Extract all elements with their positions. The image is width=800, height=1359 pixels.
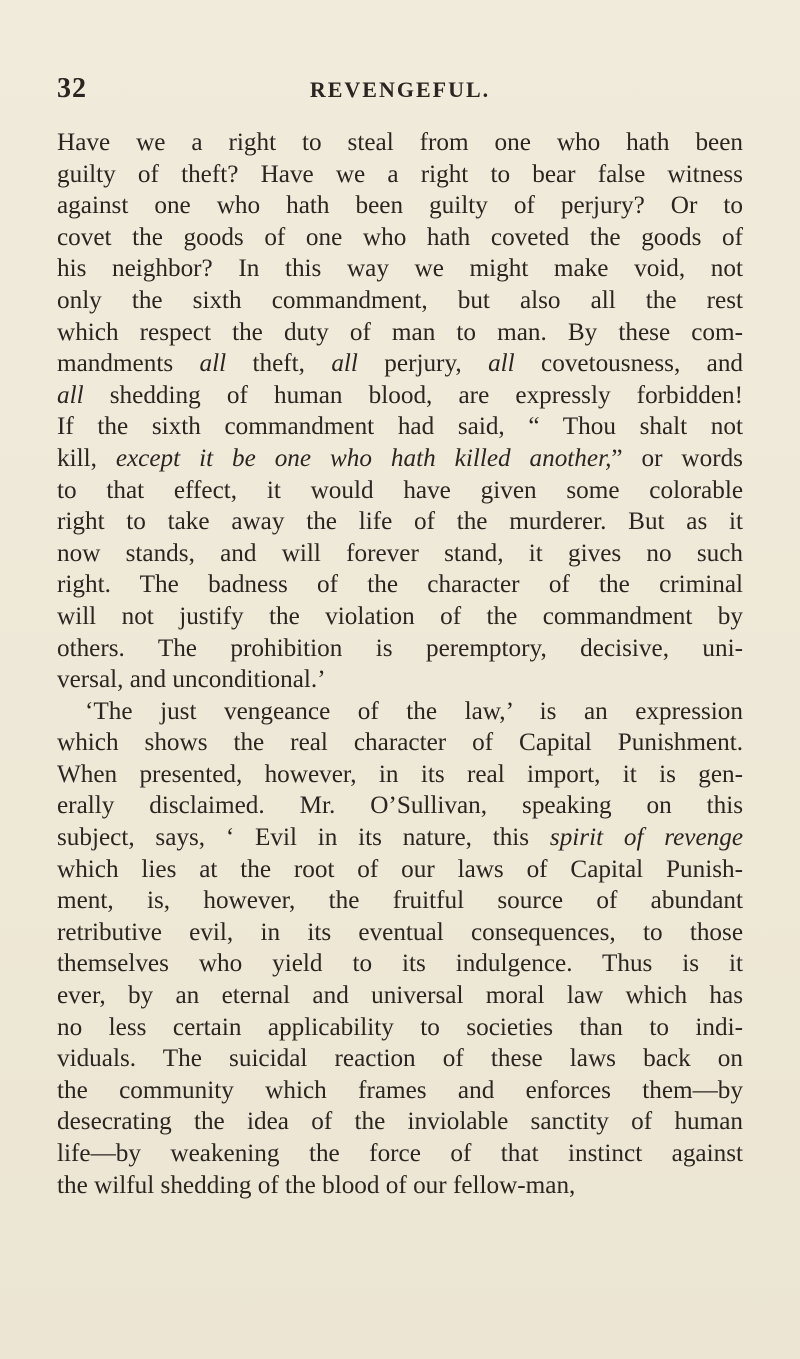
- italic-text: all: [331, 350, 358, 378]
- text-line: [57, 348, 743, 380]
- italic-text: except it be one who hath killed another,: [115, 444, 612, 472]
- text-line: [57, 1043, 743, 1075]
- text-segment: themselves who yield to its indulgence. Thus is it: [57, 950, 743, 978]
- italic-text: spirit of revenge: [549, 824, 743, 852]
- text-segment: the wilful shedding of the blood of our fellow-man,: [57, 1171, 576, 1199]
- text-segment: to that effect, it would have given some colorable: [57, 476, 743, 504]
- text-segment: viduals. The suicidal reaction of these laws back on: [57, 1045, 743, 1073]
- text-segment: which respect the duty of man to man. By these com-: [57, 318, 743, 346]
- text-segment: which lies at the root of our laws of Capital Punish-: [57, 855, 743, 883]
- text-segment: desecrating the idea of the inviolable sanctity of human: [57, 1108, 743, 1136]
- text-segment: When presented, however, in its real import, it is gen-: [57, 760, 743, 788]
- page-header: [57, 73, 743, 113]
- page-number: 32: [57, 73, 87, 104]
- text-line: [57, 127, 743, 159]
- italic-text: all: [57, 381, 84, 409]
- text-segment: which shows the real character of Capital Punishment.: [57, 729, 743, 757]
- text-line: [57, 948, 743, 980]
- running-head: REVENGEFUL.: [309, 77, 491, 102]
- text-line: [57, 190, 743, 222]
- text-segment: others. The prohibition is peremptory, decisive, uni-: [57, 634, 743, 662]
- text-segment: erally disclaimed. Mr. O’Sullivan, speaking on this: [57, 792, 743, 820]
- text-segment: life—by weakening the force of that instinct against: [57, 1140, 743, 1167]
- text-line: [57, 443, 743, 475]
- text-segment: versal, and unconditional.’: [57, 666, 326, 694]
- text-line: [57, 253, 743, 285]
- text-line: [57, 1075, 743, 1107]
- text-line: [57, 696, 743, 728]
- text-segment: Have we a right to steal from one who hath been: [57, 129, 743, 156]
- text-segment: right to take away the life of the murderer. But as it: [57, 508, 743, 536]
- text-segment: now stands, and will forever stand, it gives no such: [57, 539, 743, 567]
- text-line: [57, 380, 743, 412]
- text-line: [57, 822, 743, 854]
- text-segment: kill,: [57, 444, 116, 472]
- text-segment: If the sixth commandment had said, “ Thou shalt not: [57, 413, 743, 441]
- text-segment: right. The badness of the character of the criminal: [57, 571, 743, 599]
- text-segment: no less certain applicability to societies than to indi-: [57, 1013, 743, 1041]
- text-line: [57, 475, 743, 507]
- text-line: [57, 1170, 743, 1202]
- text-segment: his neighbor? In this way we might make void, not: [57, 255, 743, 283]
- text-line: [57, 917, 743, 949]
- text-segment: covetousness, and: [514, 350, 744, 378]
- text-segment: mandments: [57, 350, 200, 378]
- text-line: [57, 1138, 743, 1170]
- text-line: [57, 601, 743, 633]
- text-line: [57, 980, 743, 1012]
- text-line: [57, 885, 743, 917]
- text-segment: ‘The just vengeance of the law,’ is an expression: [85, 697, 743, 725]
- text-segment: will not justify the violation of the commandment by: [57, 602, 743, 630]
- text-line: [57, 317, 743, 349]
- text-line: [57, 222, 743, 254]
- text-segment: only the sixth commandment, but also all the rest: [57, 286, 743, 314]
- text-segment: retributive evil, in its eventual consequences, to those: [57, 918, 743, 946]
- italic-text: all: [488, 350, 515, 378]
- text-segment: shedding of human blood, are expressly forbidden!: [83, 381, 743, 409]
- text-line: [57, 1106, 743, 1138]
- text-line: [57, 759, 743, 791]
- text-segment: perjury,: [357, 350, 489, 378]
- text-segment: against one who hath been guilty of perjury? Or to: [57, 192, 743, 220]
- text-line: [57, 159, 743, 191]
- text-line: [57, 411, 743, 443]
- text-segment: ment, is, however, the fruitful source of abundant: [57, 887, 743, 915]
- text-line: [57, 727, 743, 759]
- text-line: [57, 854, 743, 886]
- text-segment: subject, says, ‘ Evil in its nature, this: [57, 824, 550, 852]
- body-text: [57, 127, 743, 1201]
- text-line: [57, 538, 743, 570]
- text-line: [57, 664, 743, 696]
- text-segment: ever, by an eternal and universal moral law which has: [57, 982, 743, 1010]
- text-segment: guilty of theft? Have we a right to bear false witness: [57, 160, 743, 188]
- text-line: [57, 285, 743, 317]
- text-segment: ” or words: [611, 444, 743, 472]
- text-line: [57, 790, 743, 822]
- text-line: [57, 569, 743, 601]
- text-segment: covet the goods of one who hath coveted the goods of: [57, 223, 743, 251]
- italic-text: all: [199, 350, 227, 378]
- text-segment: theft,: [226, 350, 332, 378]
- text-line: [57, 506, 743, 538]
- text-line: [57, 1012, 743, 1044]
- text-line: [57, 633, 743, 665]
- text-segment: the community which frames and enforces them—by: [57, 1076, 743, 1104]
